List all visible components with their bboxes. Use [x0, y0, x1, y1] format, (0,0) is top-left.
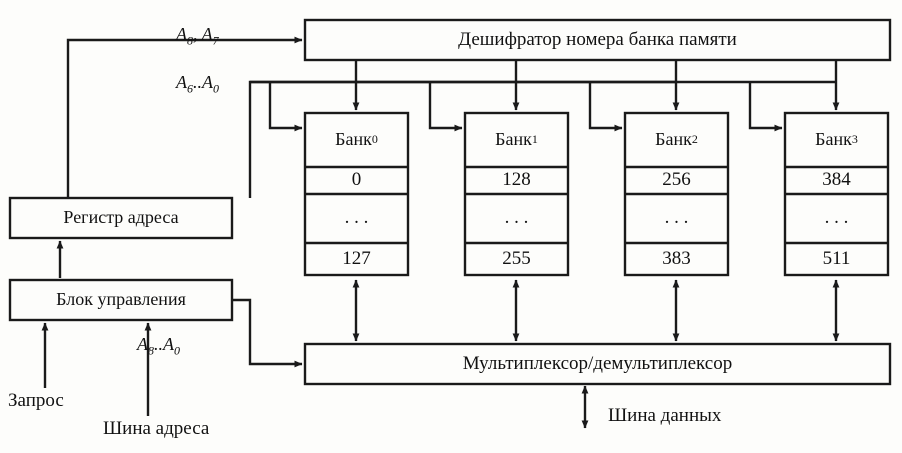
bank-0-title — [305, 113, 408, 167]
bank-0-name: Банк — [335, 129, 372, 150]
bank-3-name: Банк — [815, 129, 852, 150]
signal-a6-a0-text: $A_6..A_0$ — [176, 72, 219, 96]
bank-1-index: 1 — [531, 132, 538, 147]
address-bus-label: Шина адреса — [103, 418, 210, 439]
bank-3-title — [785, 113, 888, 167]
request-label: Запрос — [8, 390, 64, 411]
signal-a8-a7-text: $A_8$, $A_7$ — [176, 24, 219, 48]
bank-2-first: 256 — [662, 169, 691, 191]
bank-0-first: 0 — [351, 169, 362, 191]
signal-a8-a7 — [176, 24, 219, 49]
bank-2-dots: . . . — [664, 207, 689, 229]
decoder-title: Дешифратор номера банка памяти — [458, 28, 737, 50]
data-bus-label: Шина данных — [608, 405, 722, 426]
bank-3-index: 3 — [851, 132, 858, 147]
bank-2-name: Банк — [655, 129, 692, 150]
address-register-title: Регистр адреса — [63, 207, 179, 228]
signal-a6-a0 — [176, 72, 219, 97]
bank-3-first: 384 — [822, 169, 851, 191]
bank-2-last: 383 — [662, 247, 691, 269]
bank-0-last: 127 — [342, 247, 371, 269]
control-block-title: Блок управления — [56, 289, 186, 310]
bank-1-first: 128 — [502, 169, 531, 191]
bank-3-last: 511 — [822, 247, 851, 269]
bank-1-name: Банк — [495, 129, 532, 150]
bank-3-dots: . . . — [824, 207, 849, 229]
bank-2-index: 2 — [691, 132, 698, 147]
signal-a8-a0-text: $A_8..A_0$ — [137, 334, 180, 358]
bank-2-title — [625, 113, 728, 167]
bank-1-dots: . . . — [504, 207, 529, 229]
signal-a8-a0 — [137, 334, 180, 359]
bank-0-dots: . . . — [344, 207, 369, 229]
bank-0-index: 0 — [371, 132, 378, 147]
bank-1-title — [465, 113, 568, 167]
bank-1-last: 255 — [502, 247, 531, 269]
multiplexer-title: Мультиплексор/демультиплексор — [462, 352, 733, 374]
